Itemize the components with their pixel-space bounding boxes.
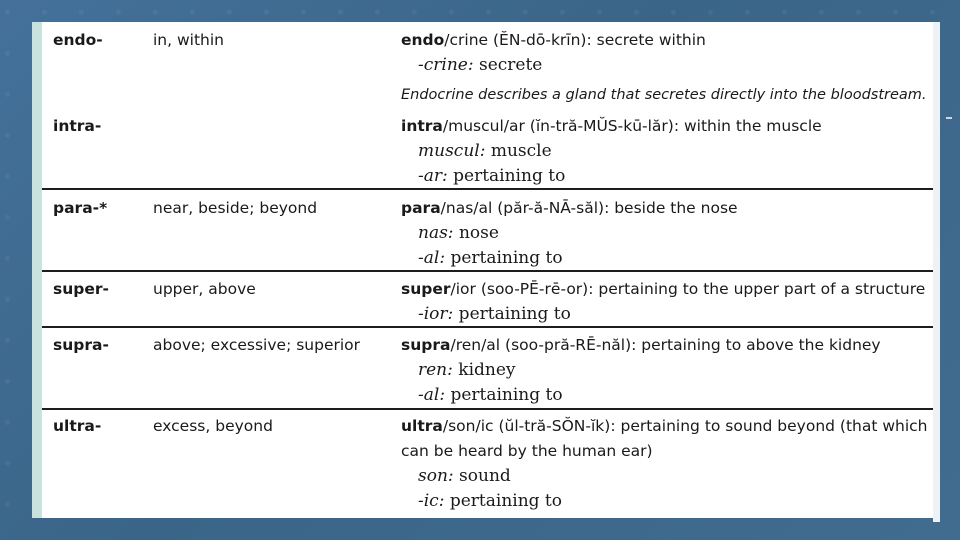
prefix-cell: para-* (53, 199, 108, 217)
example-prefix: intra (401, 117, 443, 135)
example-cell (401, 196, 931, 271)
example-prefix: para (401, 199, 441, 217)
prefix-cell: supra- (53, 336, 109, 354)
prefix-cell: super- (53, 280, 109, 298)
example-prefix: super (401, 280, 451, 298)
prefix-cell: endo- (53, 31, 103, 49)
example-prefix: ultra (401, 417, 443, 435)
decor-tick (946, 117, 952, 119)
example-prefix: endo (401, 31, 445, 49)
example-cell (401, 333, 931, 408)
word-part: -crine: secrete (418, 55, 543, 75)
example-text: /crine (ĔN-dō-krīn): secrete within (444, 31, 706, 49)
table-row (42, 270, 933, 328)
word-part: nas: nose (418, 223, 499, 243)
example-text: /nas/al (păr-ă-NĀ-săl): beside the nose (440, 199, 738, 217)
example-text: /ior (soo-PĒ-rē-or): pertaining to the upper part of a structure (450, 280, 926, 298)
right-edge-strip (933, 22, 940, 522)
meaning-cell: above; excessive; superior (153, 336, 361, 354)
word-part: -ic: pertaining to (418, 491, 563, 511)
word-part: -al: pertaining to (418, 385, 563, 405)
example-cell (401, 277, 931, 327)
meaning-cell: near, beside; beyond (153, 199, 318, 217)
word-part: -al: pertaining to (418, 248, 563, 268)
table-row (42, 408, 933, 518)
word-part: -ar: pertaining to (418, 166, 566, 186)
word-part: son: sound (418, 466, 511, 486)
prefix-table (42, 22, 933, 518)
example-text: /ren/al (soo-pră-RĒ-năl): pertaining to above the kidney (450, 336, 881, 354)
example-cell (401, 28, 931, 108)
example-text: /muscul/ar (ĭn-tră-MŬS-kū-lăr): within the muscle (442, 117, 822, 135)
example-text: /son/ic (ŭl-tră-SŎN-ĭk): pertaining to sound beyond (that which can be heard by the human ear) (401, 417, 928, 460)
meaning-cell: upper, above (153, 280, 256, 298)
word-part: muscul: muscle (418, 141, 552, 161)
word-part: -ior: pertaining to (418, 304, 571, 324)
meaning-cell: excess, beyond (153, 417, 273, 435)
word-part: ren: kidney (418, 360, 516, 380)
meaning-cell: in, within (153, 31, 224, 49)
prefix-cell: intra- (53, 117, 102, 135)
table-row (42, 326, 933, 408)
left-accent-strip (32, 22, 42, 518)
prefix-cell: ultra- (53, 417, 102, 435)
table-row (42, 22, 933, 188)
example-cell (401, 114, 931, 189)
example-cell (401, 414, 931, 514)
table-row (42, 188, 933, 270)
example-prefix: supra (401, 336, 451, 354)
example-note: Endocrine describes a gland that secretes directly into the bloodstream. (401, 87, 927, 103)
